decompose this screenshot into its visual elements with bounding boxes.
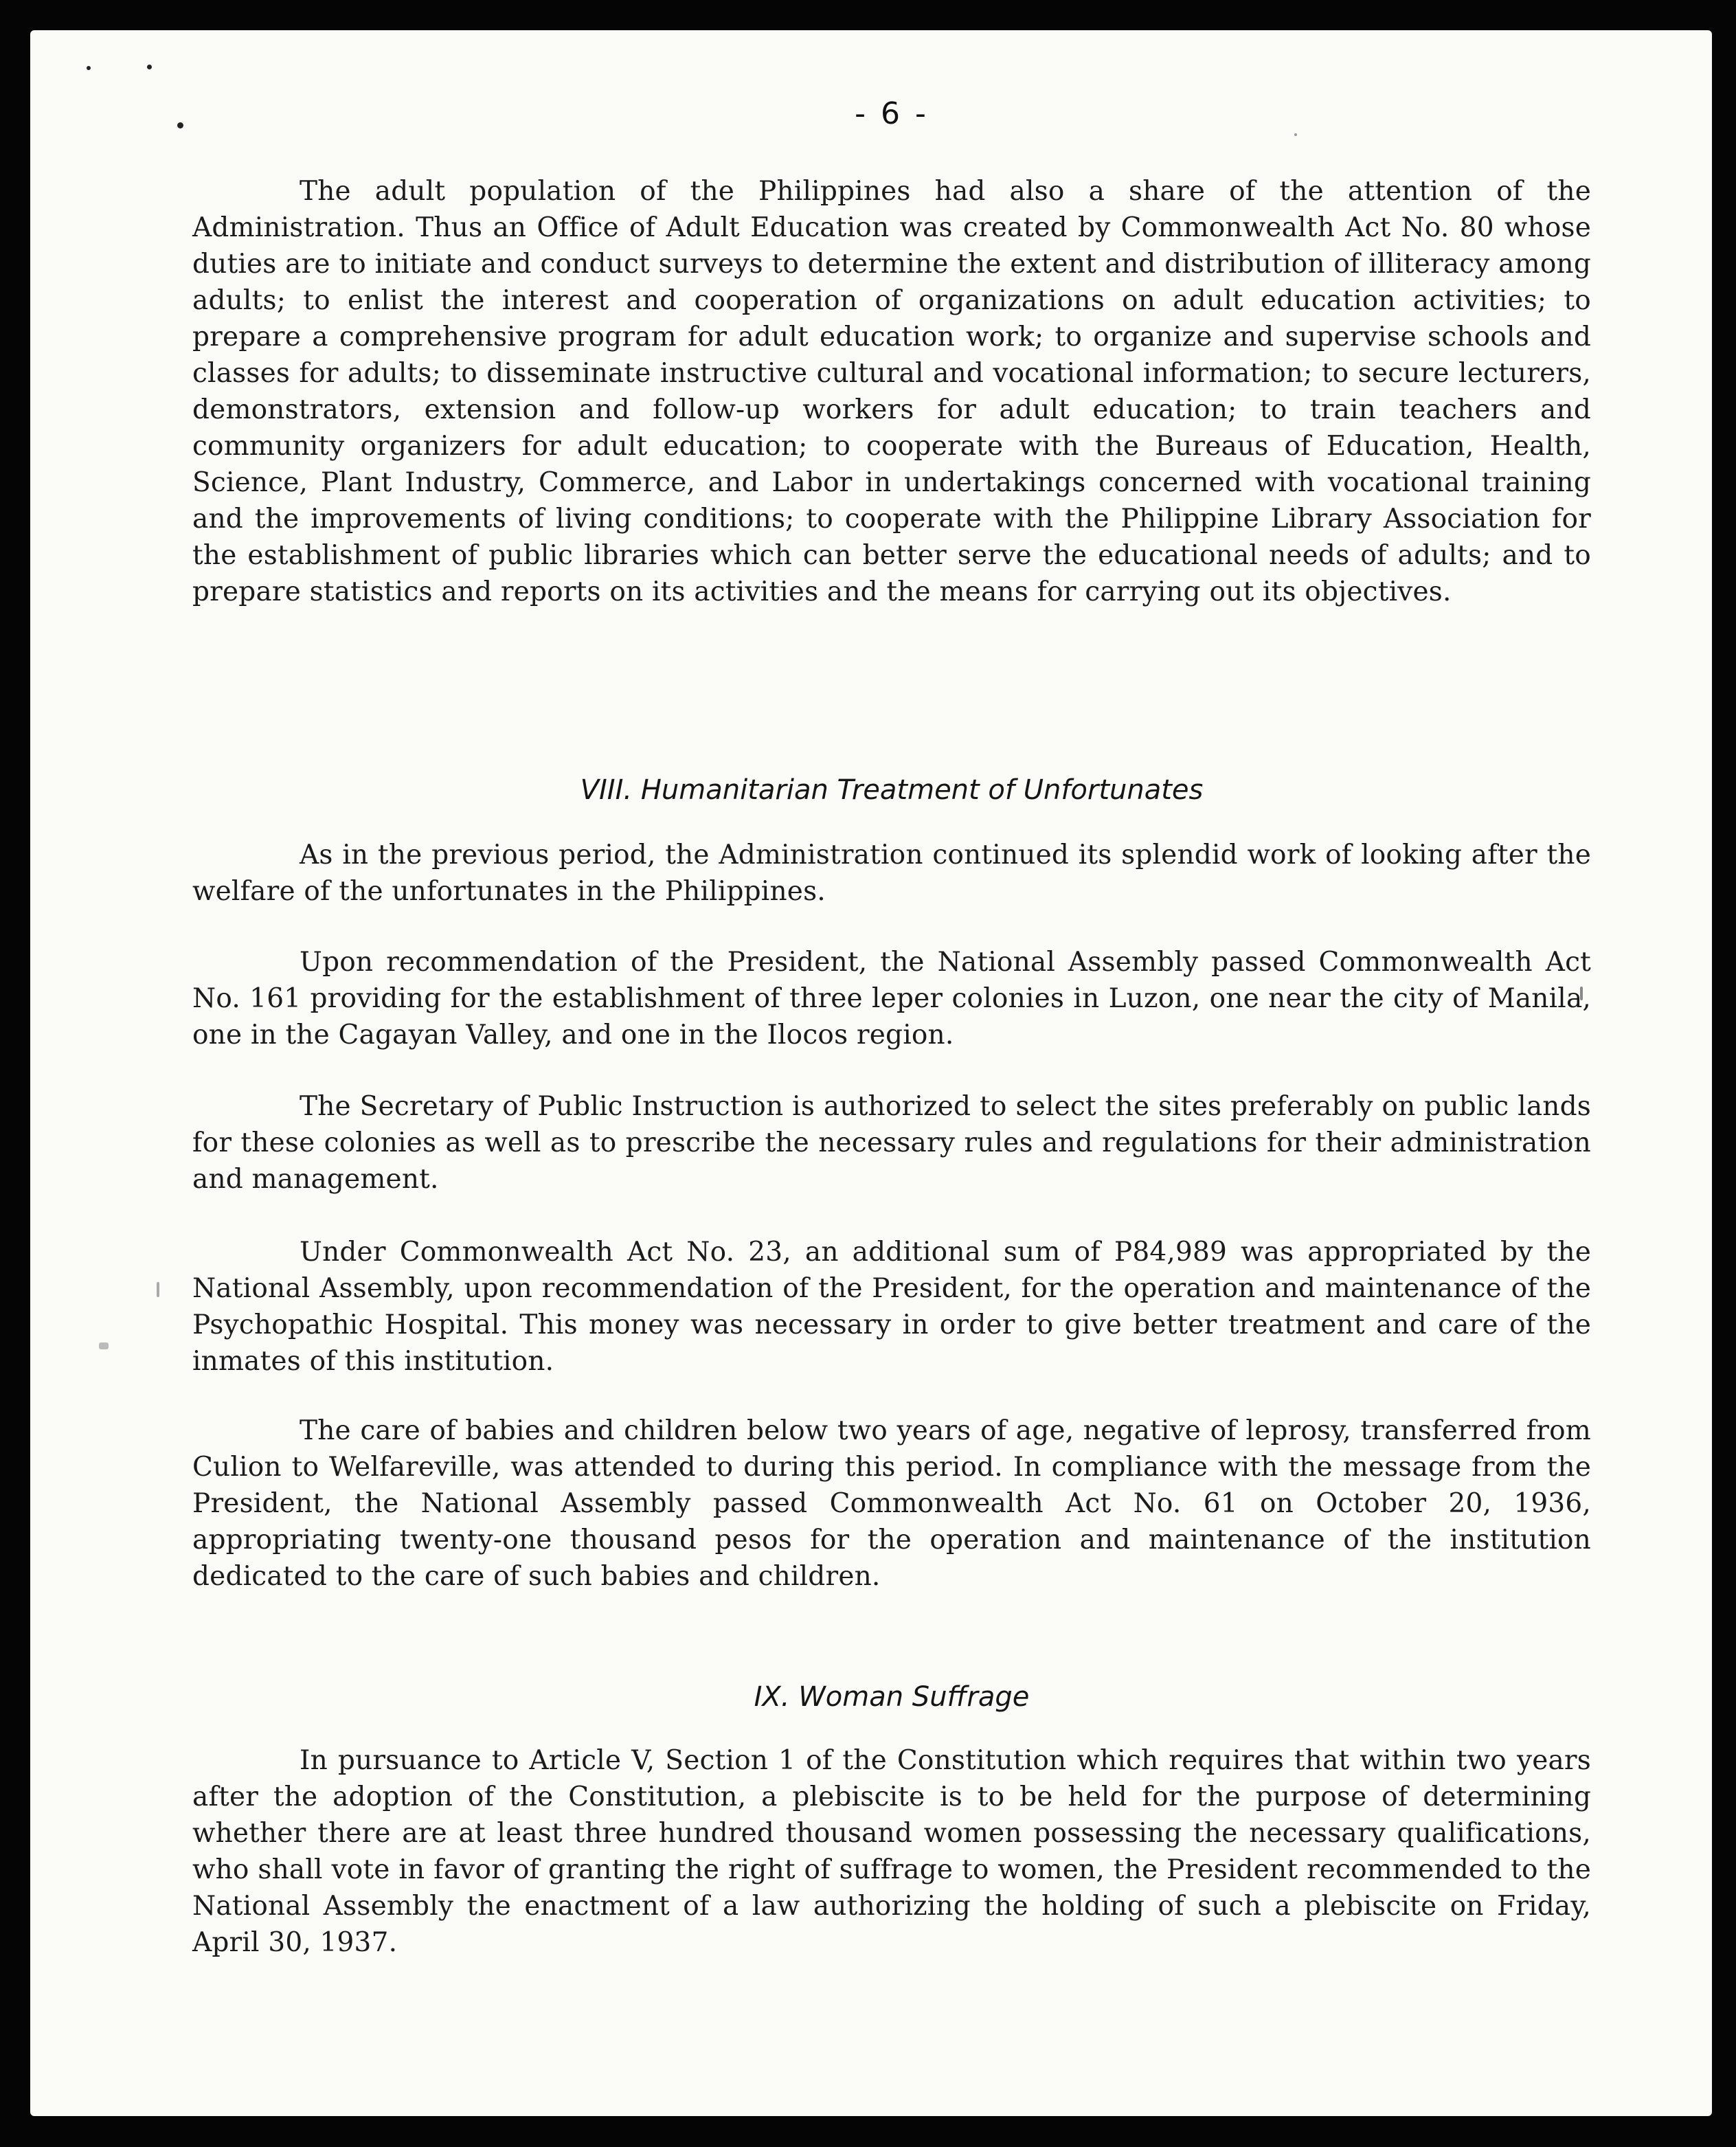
film-speck [1294,133,1297,136]
section-heading-woman-suffrage: IX. Woman Suffrage [754,1681,1030,1713]
film-speck [147,65,152,69]
paragraph-previous-period: As in the previous period, the Administration continued its splendid work of looking after the welfare of the unfortunates in the Philippines. [192,840,1591,907]
paragraph-babies-and-children: The care of babies and children below two years of age, negative of leprosy, transferred from Culion to Welfareville, was attended to during this period. In compliance with the message from the President, the National Assembly passed Commonwealth Act No. 61 on October 20, 1936, appropriating twenty-one thousand pesos for the operation and maintenance of the institution dedicated to the care of such babies and children. [192,1415,1591,1592]
film-speck [99,1342,109,1349]
paragraph-psychopathic-hospital: Under Commonwealth Act No. 23, an additional sum of P84,989 was appropriated by the National Assembly, upon recommendation of the President, for the operation and maintenance of the Psychopathic Hospital. This money was necessary in order to give better treatment and care of the inmates of this institution. [192,1237,1591,1377]
paragraph-adult-education: The adult population of the Philippines had also a share of the attention of the Administration. Thus an Office of Adult Education was created by Commonwealth Act No. 80 whose duties are to initiate and conduct surveys to determine the extent and distribution of illiteracy among adults; to enlist the interest and cooperation of organizations on adult education activities; to prepare a comprehensive program for adult education work; to organize and supervise schools and classes for adults; to disseminate instructive cultural and vocational information; to secure lecturers, demonstrators, extension and follow-up workers for adult education; to train teachers and community organizers for adult education; to cooperate with the Bureaus of Education, Health, Science, Plant Industry, Commerce, and Labor in undertakings concerned with vocational training and the improvements of living conditions; to cooperate with the Philippine Library Association for the establishment of public libraries which can better serve the educational needs of adults; and to prepare statistics and reports on its activities and the means for carrying out its objectives. [192,176,1591,607]
paragraph-plebiscite: In pursuance to Article V, Section 1 of the Constitution which requires that within two years after the adoption of the Constitution, a plebiscite is to be held for the purpose of determining whether there are at least three hundred thousand women possessing the necessary qualifications, who shall vote in favor of granting the right of suffrage to women, the President recommended to the National Assembly the enactment of a law authorizing the holding of such a plebiscite on Friday, April 30, 1937. [192,1745,1591,1958]
paragraph-secretary-authority: The Secretary of Public Instruction is authorized to select the sites preferably on public lands for these colonies as well as to prescribe the necessary rules and regulations for their administration and management. [192,1091,1591,1195]
film-speck [157,1282,159,1297]
film-speck [87,66,91,70]
film-speck [177,122,183,128]
page-number: - 6 - [855,96,929,131]
section-heading-humanitarian-treatment: VIII. Humanitarian Treatment of Unfortunates [580,774,1204,806]
paragraph-leper-colonies: Upon recommendation of the President, the National Assembly passed Commonwealth Act No. 161 providing for the establishment of three leper colonies in Luzon, one near the city of Manila, one in the Cagayan Valley, and one in the Ilocos region. [192,947,1591,1050]
document-page [30,30,1712,2116]
